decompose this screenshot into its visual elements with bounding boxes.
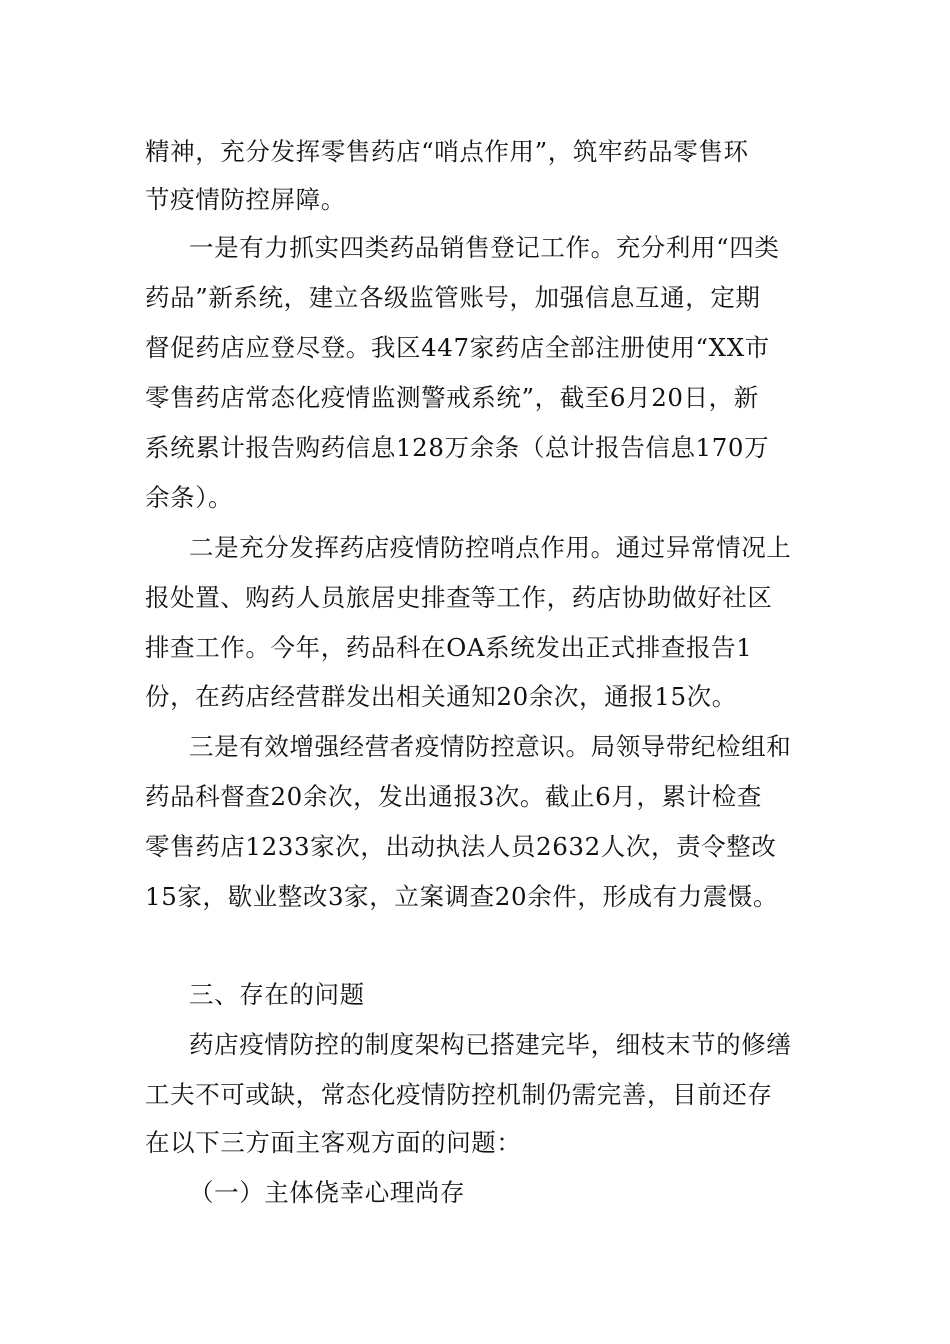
paragraph-line: 系统累计报告购药信息128万余条（总计报告信息170万 xyxy=(145,433,770,462)
paragraph-line: 药品科督查20余次，发出通报3次。截止6月，累计检查 xyxy=(145,782,762,811)
subsection-heading: （一）主体侥幸心理尚存 xyxy=(189,1178,466,1207)
paragraph-line: 份，在药店经营群发出相关通知20余次，通报15次。 xyxy=(145,682,737,711)
paragraph-line: 在以下三方面主客观方面的问题： xyxy=(145,1128,522,1157)
paragraph-line: 药店疫情防控的制度架构已搭建完毕，细枝末节的修缮 xyxy=(189,1030,792,1059)
paragraph-line: 药品”新系统，建立各级监管账号，加强信息互通，定期 xyxy=(145,283,761,312)
paragraph-line-point-two: 二是充分发挥药店疫情防控哨点作用。通过异常情况上 xyxy=(189,533,792,562)
paragraph-line: 15家，歇业整改3家，立案调查20余件，形成有力震慑。 xyxy=(145,882,779,911)
section-heading: 三、存在的问题 xyxy=(189,980,365,1009)
paragraph-line: 精神，充分发挥零售药店“哨点作用”，筑牢药品零售环 xyxy=(145,137,749,166)
paragraph-line: 余条）。 xyxy=(145,483,234,512)
paragraph-line: 零售药店常态化疫情监测警戒系统”，截至6月20日，新 xyxy=(145,383,759,412)
paragraph-line: 零售药店1233家次，出动执法人员2632人次，责令整改 xyxy=(145,832,777,861)
paragraph-line-point-three: 三是有效增强经营者疫情防控意识。局领导带纪检组和 xyxy=(189,732,792,761)
paragraph-line-point-one: 一是有力抓实四类药品销售登记工作。充分利用“四类 xyxy=(189,233,780,262)
paragraph-line: 督促药店应登尽登。我区447家药店全部注册使用“XX市 xyxy=(145,333,770,362)
paragraph-line: 工夫不可或缺，常态化疫情防控机制仍需完善，目前还存 xyxy=(145,1080,773,1109)
paragraph-line: 节疫情防控屏障。 xyxy=(145,185,346,214)
paragraph-line: 报处置、购药人员旅居史排查等工作，药店协助做好社区 xyxy=(145,583,773,612)
paragraph-line: 排查工作。今年，药品科在OA系统发出正式排查报告1 xyxy=(145,633,753,662)
